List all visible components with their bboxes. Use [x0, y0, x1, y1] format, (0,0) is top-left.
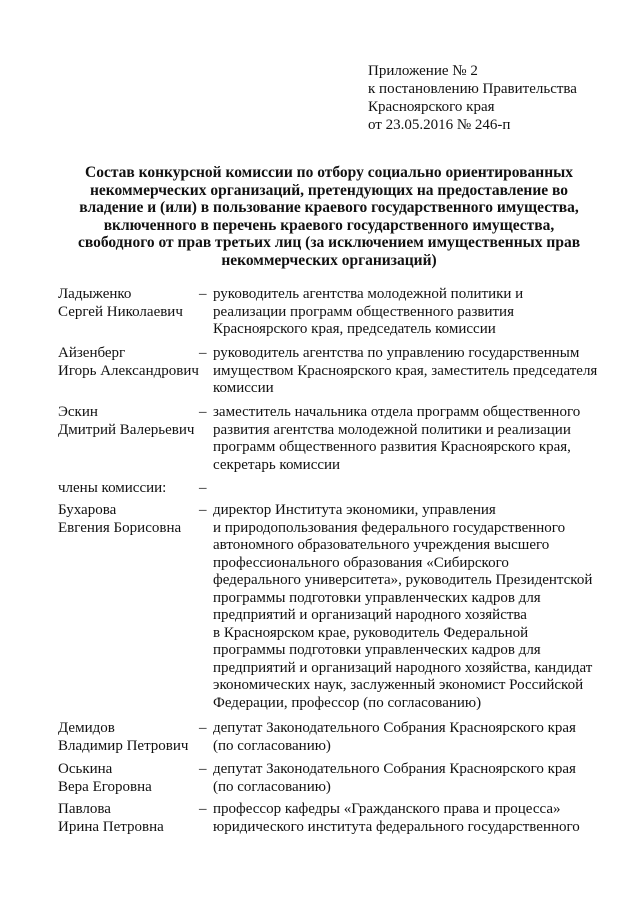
- description-line: федерального университета», руководитель Президентской: [213, 572, 593, 588]
- title-line: Состав конкурсной комиссии по отбору социально ориентированных: [85, 164, 573, 181]
- title-line: некоммерческих организаций): [221, 251, 437, 269]
- member-given-name: Дмитрий Валерьевич: [58, 421, 195, 438]
- description-line: программы подготовки управленческих кадров для: [213, 642, 541, 658]
- description-line: предприятий и организаций народного хозяйства: [213, 607, 527, 623]
- member-name: [58, 761, 200, 796]
- member-surname: Оськина: [58, 761, 113, 777]
- member-name: [58, 720, 200, 755]
- description-line: программ общественного развития Красноярского края,: [213, 439, 571, 455]
- member-dash: –: [199, 720, 207, 736]
- title-line: свободного от прав третьих лиц (за исключением имущественных прав: [77, 234, 581, 251]
- description-line: юридического института федерального государственного: [213, 818, 580, 835]
- member-description: [213, 720, 598, 755]
- member-given-name: Сергей Николаевич: [58, 303, 183, 320]
- description-line: в Красноярском крае, руководитель Федеральной: [213, 624, 529, 641]
- member-dash: –: [199, 502, 207, 518]
- member-description: [213, 502, 598, 712]
- member-name: [58, 286, 200, 321]
- description-line: депутат Законодательного Собрания Красноярского края: [213, 761, 576, 777]
- member-surname: Ладыженко: [58, 286, 132, 302]
- member-surname: Эскин: [58, 404, 98, 420]
- appendix-line: от 23.05.2016 № 246-п: [368, 117, 511, 133]
- member-dash: –: [199, 345, 207, 361]
- member-given-name: Игорь Александрович: [58, 362, 199, 379]
- description-line: реализации программ общественного развития: [213, 303, 514, 320]
- description-line: профессионального образования «Сибирского: [213, 554, 509, 571]
- description-line: (по согласованию): [213, 737, 331, 754]
- member-description: [213, 286, 598, 339]
- member-given-name: Ирина Петровна: [58, 818, 164, 835]
- appendix-line: Красноярского края: [368, 99, 495, 115]
- description-line: депутат Законодательного Собрания Красноярского края: [213, 720, 576, 736]
- description-line: предприятий и организаций народного хозяйства, кандидат: [213, 659, 593, 676]
- member-description: [213, 404, 598, 474]
- appendix-header: [368, 62, 577, 134]
- member-dash: –: [199, 801, 207, 817]
- members-label: [58, 480, 200, 498]
- description-line: Федерации, профессор (по согласованию): [213, 694, 482, 711]
- member-description: [213, 801, 598, 836]
- member-given-name: Вера Егоровна: [58, 778, 152, 795]
- member-surname: Павлова: [58, 801, 111, 817]
- member-name: [58, 801, 200, 836]
- member-dash: –: [199, 404, 207, 420]
- description-line: и природопользования федерального государственного: [213, 519, 566, 536]
- member-description: [213, 761, 598, 796]
- description-line: развития агентства молодежной политики и реализации: [213, 421, 571, 438]
- member-dash: –: [199, 286, 207, 302]
- description-line: автономного образовательного учреждения высшего: [213, 537, 550, 553]
- member-name: [58, 404, 200, 439]
- members-label-text: члены комиссии:: [58, 480, 167, 496]
- member-description: [213, 345, 598, 398]
- title-line: владение и (или) в пользование краевого государственного имущества,: [79, 199, 579, 216]
- description-line: программы подготовки управленческих кадров для: [213, 589, 541, 606]
- member-dash: –: [199, 761, 207, 777]
- title-line: некоммерческих организаций, претендующих на предоставление во: [89, 181, 569, 199]
- title-line: включенного в перечень краевого государственного имущества,: [103, 216, 555, 234]
- member-name: [58, 345, 200, 380]
- description-line: секретарь комиссии: [213, 456, 341, 473]
- member-surname: Демидов: [58, 720, 115, 736]
- member-name: [58, 502, 200, 537]
- document-title: [60, 164, 598, 269]
- description-line: экономических наук, заслуженный экономист Российской: [213, 677, 584, 693]
- member-given-name: Евгения Борисовна: [58, 519, 182, 536]
- description-line: заместитель начальника отдела программ общественного: [213, 404, 581, 420]
- description-line: директор Института экономики, управления: [213, 502, 496, 518]
- description-line: Красноярского края, председатель комиссии: [213, 321, 496, 337]
- member-surname: Айзенберг: [58, 345, 126, 361]
- member-given-name: Владимир Петрович: [58, 737, 189, 754]
- appendix-line: Приложение № 2: [368, 63, 478, 79]
- description-line: руководитель агентства молодежной политики и: [213, 286, 524, 302]
- member-dash: –: [199, 480, 207, 496]
- description-line: (по согласованию): [213, 778, 331, 795]
- description-line: комиссии: [213, 380, 274, 396]
- description-line: руководитель агентства по управлению государственным: [213, 345, 580, 361]
- appendix-line: к постановлению Правительства: [368, 81, 577, 97]
- description-line: профессор кафедры «Гражданского права и процесса»: [213, 801, 561, 817]
- member-surname: Бухарова: [58, 502, 117, 518]
- description-line: имуществом Красноярского края, заместитель председателя: [213, 362, 598, 379]
